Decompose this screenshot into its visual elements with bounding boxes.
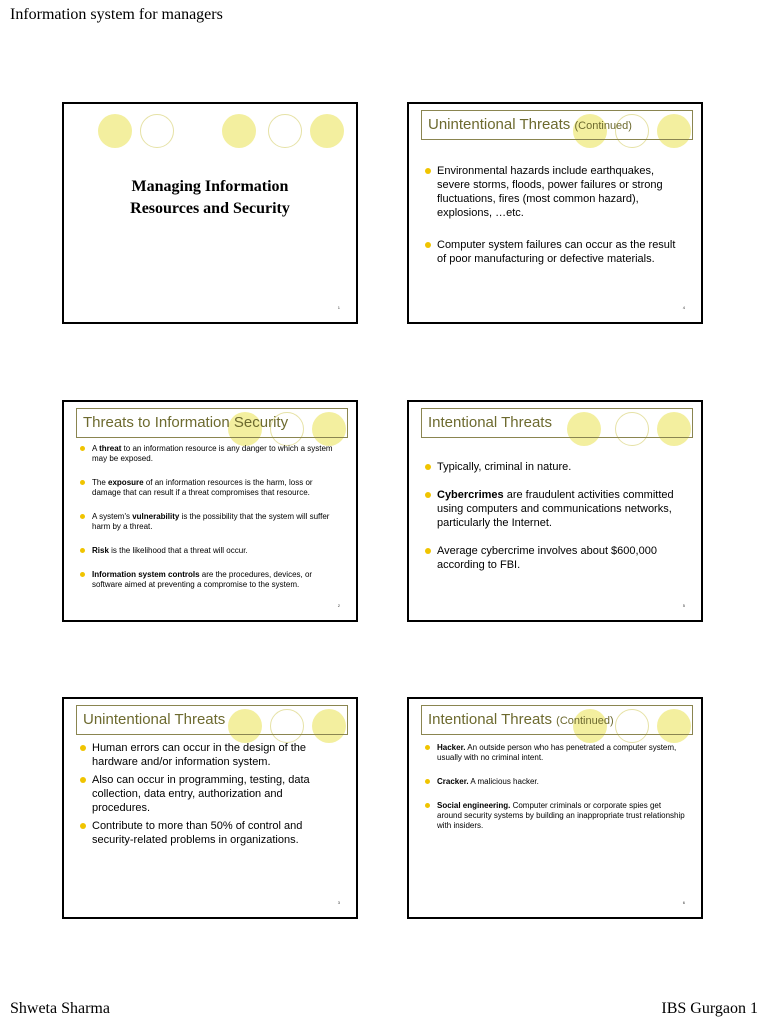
slide-page-number: 3 (337, 900, 340, 905)
title-line: Resources and Security (130, 200, 290, 217)
slide-title (76, 408, 348, 438)
text: are the procedures, devices, or software aimed at preventing a compromise to the system. (92, 570, 313, 589)
bullet-list (80, 444, 342, 590)
term: Cybercrimes (437, 489, 504, 501)
text: of an information resources is the harm, loss or damage that can result if a threat compromises that resource. (92, 478, 313, 497)
list-item (80, 444, 342, 464)
list-item: Human errors can occur in the design of the hardware and/or information system. (80, 741, 342, 769)
slide-title (421, 110, 693, 140)
title-text: Unintentional Threats (428, 116, 571, 133)
text: A malicious hacker. (468, 777, 539, 786)
circle-icon (268, 114, 302, 148)
list-item (425, 777, 687, 787)
title-text: Intentional Threats (428, 414, 552, 431)
bullet-list (80, 741, 342, 847)
slide-1 (62, 102, 358, 324)
circle-icon (140, 114, 174, 148)
slide-page-number: 4 (682, 305, 685, 310)
bullet-list (425, 743, 687, 831)
term: Hacker. (437, 743, 466, 752)
circle-icon (310, 114, 344, 148)
list-item (425, 460, 687, 474)
list-item (425, 801, 687, 831)
list-item: Environmental hazards include earthquakes, severe storms, floods, power failures or strong fluctuations, fires (most common hazard), explosions, …etc. (425, 164, 687, 220)
text: Average cybercrime involves about $600,000 according to FBI. (437, 545, 657, 571)
footer-institution: IBS Gurgaon 1 (661, 1000, 758, 1017)
slide-page-number: 5 (682, 603, 685, 608)
text: A system's (92, 512, 133, 521)
term: threat (99, 444, 122, 453)
text: The (92, 478, 109, 487)
decorative-circles (64, 114, 356, 154)
text: A (92, 444, 100, 453)
text: are fraudulent activities committed using computers and communications networks, particularly the Internet. (437, 489, 674, 529)
slide-4 (407, 102, 703, 324)
list-item (425, 743, 687, 763)
text: Computer criminals or corporate spies get around security systems by building an inappropriate trust relationship with insiders. (437, 801, 685, 830)
slide-page-number: 1 (337, 305, 340, 310)
slide-title (64, 176, 356, 220)
title-text: Intentional Threats (428, 711, 552, 728)
list-item (425, 488, 687, 530)
term: Risk (92, 546, 109, 555)
term: Cracker. (437, 777, 469, 786)
text: is the likelihood that a threat will occur. (108, 546, 248, 555)
text: Typically, criminal in nature. (437, 461, 572, 473)
term: Social engineering. (437, 801, 511, 810)
slide-5 (407, 400, 703, 622)
circle-icon (222, 114, 256, 148)
title-text: Threats to Information Security (83, 414, 289, 431)
slide-title (421, 408, 693, 438)
list-item (80, 546, 342, 556)
slide-2 (62, 400, 358, 622)
title-line: Managing Information (131, 178, 289, 195)
list-item: Contribute to more than 50% of control and security-related problems in organizations. (80, 819, 342, 847)
slide-3 (62, 697, 358, 919)
bullet-list (425, 164, 687, 266)
slide-6 (407, 697, 703, 919)
term: vulnerability (132, 512, 180, 521)
slide-title (76, 705, 348, 735)
slide-page-number: 6 (682, 900, 685, 905)
text: is the possibility that the system will suffer harm by a threat. (92, 512, 330, 531)
title-suffix: (Continued) (574, 120, 632, 132)
list-item (80, 512, 342, 532)
title-text: Unintentional Threats (83, 711, 226, 728)
page-header: Information system for managers (10, 6, 223, 23)
list-item (80, 570, 342, 590)
slide-page-number: 2 (337, 603, 340, 608)
list-item (80, 478, 342, 498)
slide-title (421, 705, 693, 735)
circle-icon (98, 114, 132, 148)
list-item: Also can occur in programming, testing, data collection, data entry, authorization and procedures. (80, 773, 342, 815)
term: exposure (108, 478, 144, 487)
list-item: Computer system failures can occur as the result of poor manufacturing or defective materials. (425, 238, 687, 266)
footer-author: Shweta Sharma (10, 1000, 110, 1017)
title-suffix: (Continued) (556, 715, 614, 727)
text: An outside person who has penetrated a computer system, usually with no criminal intent. (437, 743, 677, 762)
bullet-list (425, 460, 687, 572)
text: to an information resource is any danger to which a system may be exposed. (92, 444, 333, 463)
list-item (425, 544, 687, 572)
term: Information system controls (92, 570, 200, 579)
